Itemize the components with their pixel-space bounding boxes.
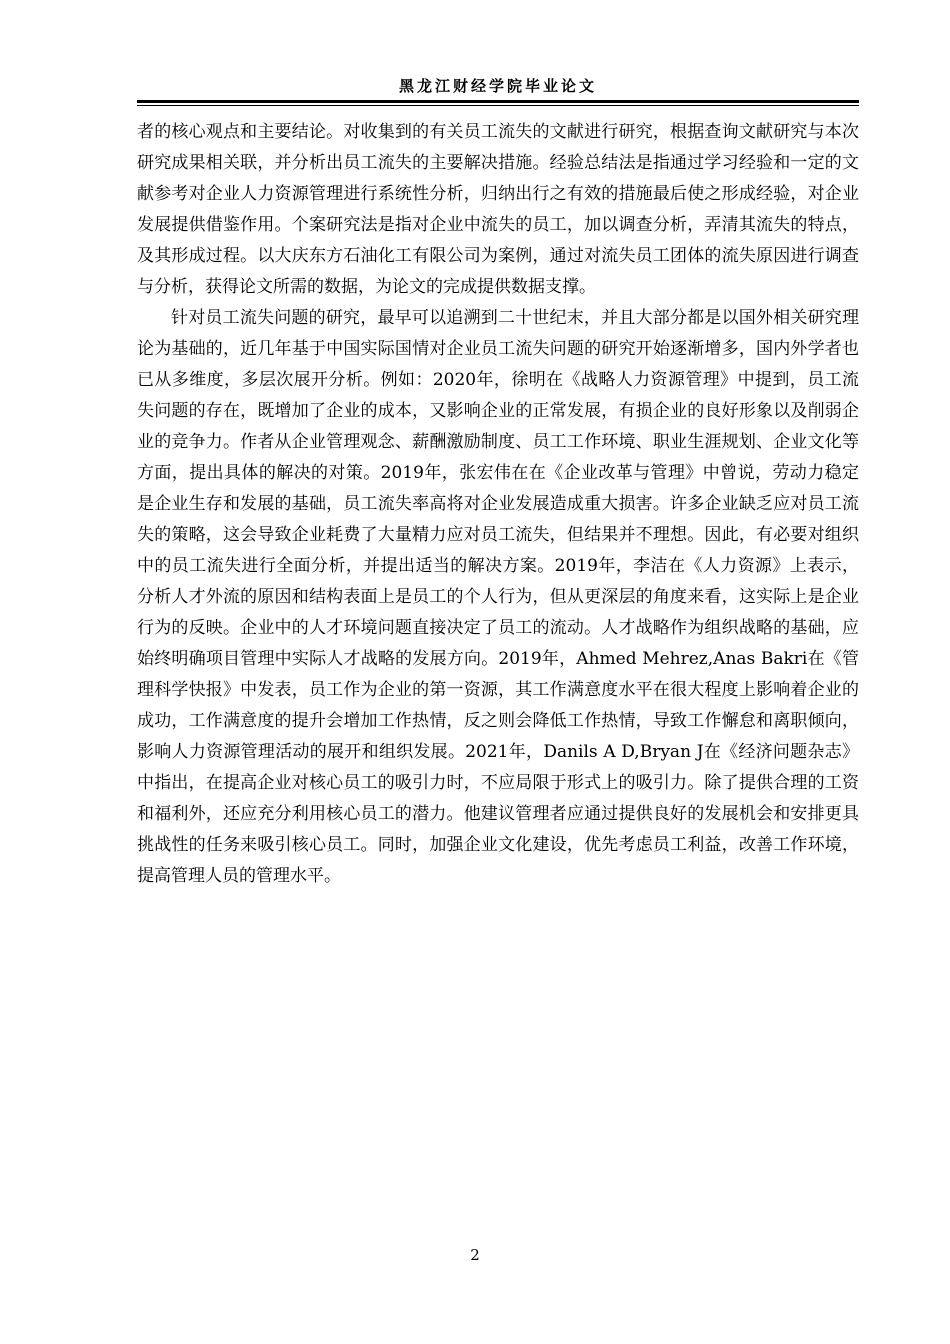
header-divider-thick bbox=[137, 100, 859, 103]
header-divider-thin bbox=[137, 105, 859, 106]
page-header-title: 黑龙江财经学院毕业论文 bbox=[398, 77, 597, 95]
paragraph-literature-review: 针对员工流失问题的研究，最早可以追溯到二十世纪末，并且大部分都是以国外相关研究理论为基础的，近几年基于中国实际国情对企业员工流失问题的研究开始逐渐增多，国内外学者也已从多维度，多层次展开分析。例如：2020年，徐明在《战略人力资源管理》中提到，员工流失问题的存在，既增加了企业的成本，又影响企业的正常发展，有损企业的良好形象以及削弱企业的竞争力。作者从企业管理观念、薪酬激励制度、员工工作环境、职业生涯规划、企业文化等方面，提出具体的解决的对策。2019年，张宏伟在在《企业改革与管理》中曾说，劳动力稳定是企业生存和发展的基础，员工流失率高将对企业发展造成重大损害。许多企业缺乏应对员工流失的策略，这会导致企业耗费了大量精力应对员工流失，但结果并不理想。因此，有必要对组织中的员工流失进行全面分析，并提出适当的解决方案。2019年，李洁在《人力资源》上表示，分析人才外流的原因和结构表面上是员工的个人行为，但从更深层的角度来看，这实际上是企业行为的反映。企业中的人才环境问题直接决定了员工的流动。人才战略作为组织战略的基础，应始终明确项目管理中实际人才战略的发展方向。2019年，Ahmed Mehrez,Anas Bakri在《管理科学快报》中发表，员工作为企业的第一资源，其工作满意度水平在很大程度上影响着企业的成功，工作满意度的提升会增加工作热情，反之则会降低工作热情，导致工作懈怠和离职倾向，影响人力资源管理活动的展开和组织发展。2021年，Danils A D,Bryan J在《经济问题杂志》中指出，在提高企业对核心员工的吸引力时，不应局限于形式上的吸引力。除了提供合理的工资和福利外，还应充分利用核心员工的潜力。他建议管理者应通过提供良好的发展机会和安排更具挑战性的任务来吸引核心员工。同时，加强企业文化建设，优先考虑员工利益，改善工作环境，提高管理人员的管理水平。 bbox=[137, 308, 859, 886]
paragraph-continued: 者的核心观点和主要结论。对收集到的有关员工流失的文献进行研究，根据查询文献研究与本次研究成果相关联，并分析出员工流失的主要解决措施。经验总结法是指通过学习经验和一定的文献参考对企业人力资源管理进行系统性分析，归纳出行之有效的措施最后使之形成经验，对企业发展提供借鉴作用。个案研究法是指对企业中流失的员工，加以调查分析，弄清其流失的特点，及其形成过程。以大庆东方石油化工有限公司为案例，通过对流失员工团体的流失原因进行调查与分析，获得论文所需的数据，为论文的完成提供数据支撑。 bbox=[137, 122, 859, 297]
page-number: 2 bbox=[470, 1246, 480, 1264]
body-text bbox=[137, 117, 859, 892]
